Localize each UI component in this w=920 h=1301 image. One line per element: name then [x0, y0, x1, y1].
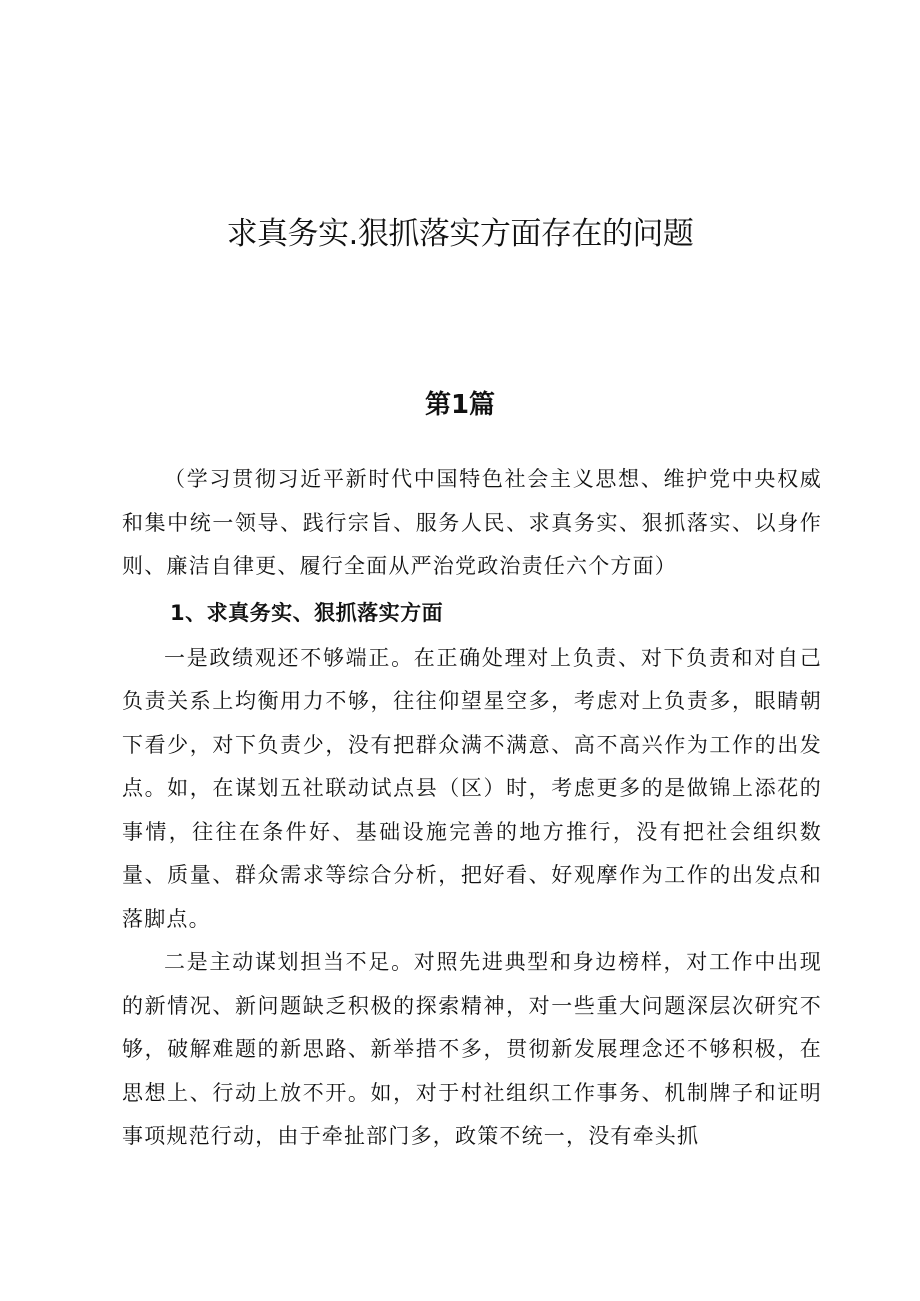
document-title: 求真务实.狠抓落实方面存在的问题: [226, 216, 694, 252]
intro-paragraph: （学习贯彻习近平新时代中国特色社会主义思想、维护党中央权威和集中统一领导、践行宗旨、服务人民、求真务实、狠抓落实、以身作则、廉洁自律更、履行全面从严治党政治责任六个方面）: [122, 467, 822, 578]
subheading: 1、求真务实、狠抓落实方面: [170, 600, 444, 625]
document-body: [122, 458, 822, 1159]
body-paragraph-2: 二是主动谋划担当不足。对照先进典型和身边榜样，对工作中出现的新情况、新问题缺乏积极的探索精神，对一些重大问题深层次研究不够，破解难题的新思路、新举措不多，贯彻新发展理念还不够积极，在思想上、行动上放不开。如，对于村社组织工作事务、机制牌子和证明事项规范行动，由于牵扯部门多，政策不统一，没有牵头抓: [122, 950, 822, 1148]
body-paragraph-1: 一是政绩观还不够端正。在正确处理对上负责、对下负责和对自己负责关系上均衡用力不够，往往仰望星空多，考虑对上负责多，眼睛朝下看少，对下负责少，没有把群众满不满意、高不高兴作为工作的出发点。如，在谋划五社联动试点县（区）时，考虑更多的是做锦上添花的事情，往往在条件好、基础设施完善的地方推行，没有把社会组织数量、质量、群众需求等综合分析，把好看、好观摩作为工作的出发点和落脚点。: [122, 645, 822, 931]
section-heading: 第1篇: [424, 390, 496, 420]
